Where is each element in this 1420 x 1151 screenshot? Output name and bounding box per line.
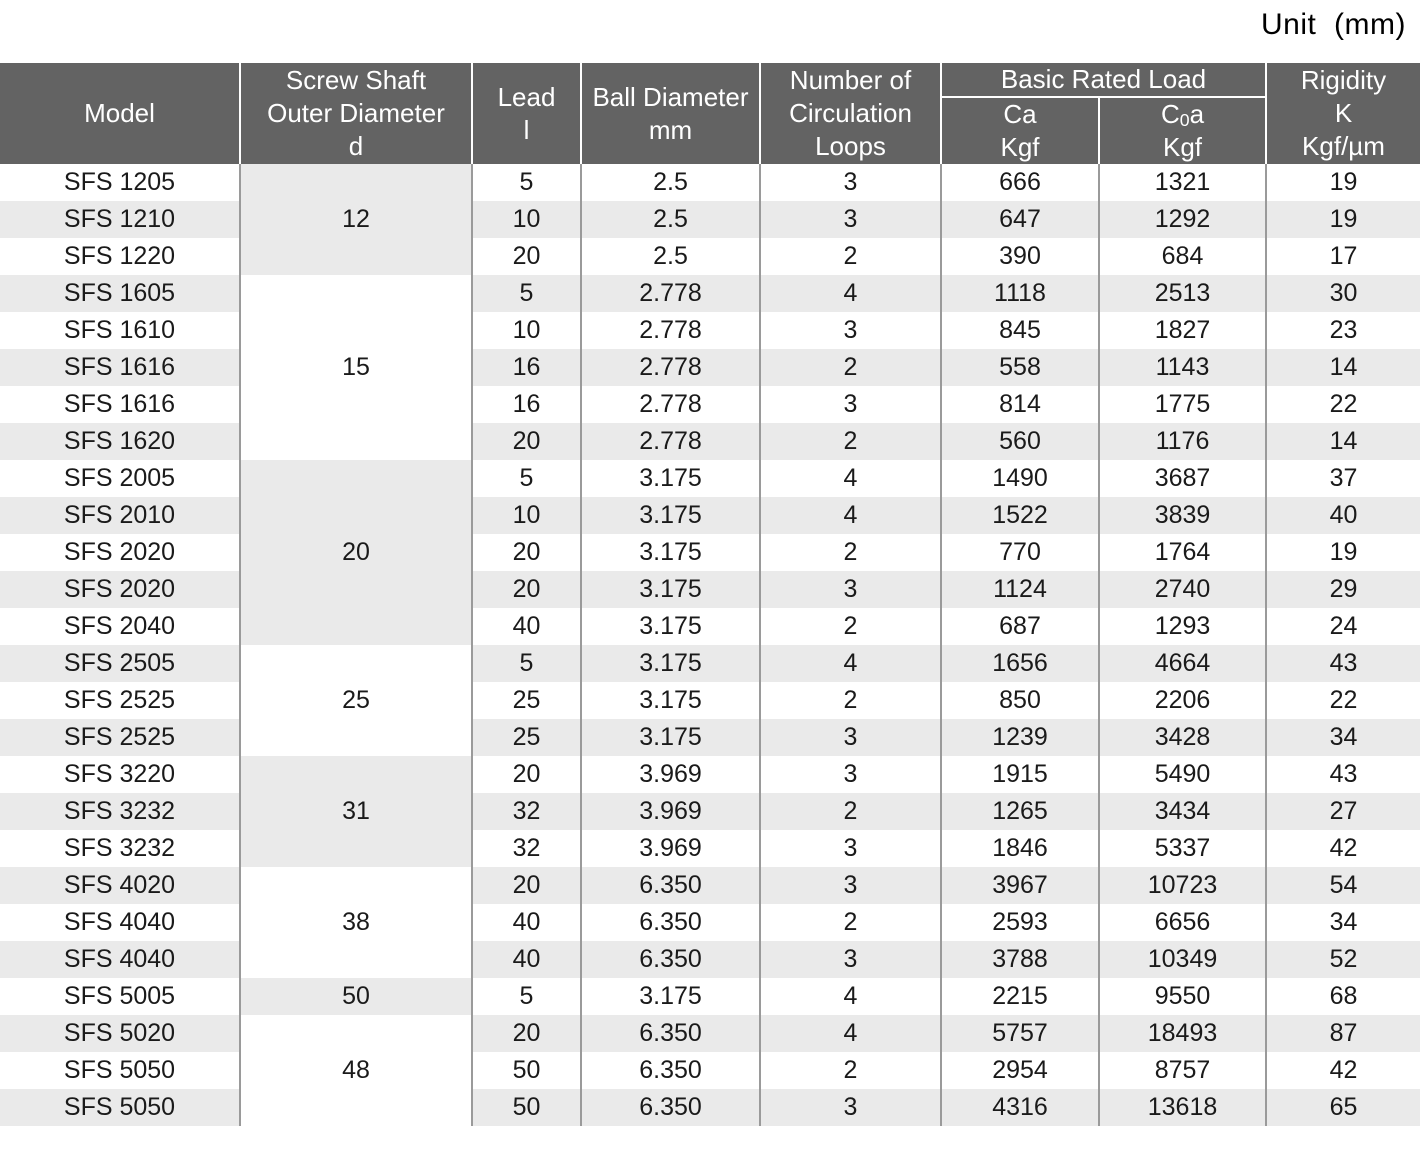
cell-ball-diameter: 3.969 — [581, 830, 760, 867]
cell-ca: 845 — [941, 312, 1099, 349]
cell-ca: 850 — [941, 682, 1099, 719]
table-row — [0, 682, 1420, 719]
cell-model: SFS 1220 — [0, 238, 240, 275]
cell-model: SFS 3232 — [0, 830, 240, 867]
cell-c0a: 3428 — [1099, 719, 1266, 756]
cell-model: SFS 4040 — [0, 904, 240, 941]
header-ca-unit: Kgf — [1000, 132, 1040, 163]
cell-ball-diameter: 2.778 — [581, 423, 760, 460]
cell-c0a: 3434 — [1099, 793, 1266, 830]
cell-ca: 2593 — [941, 904, 1099, 941]
cell-lead: 10 — [472, 201, 581, 238]
cell-rigidity: 14 — [1266, 423, 1420, 460]
header-model: Model — [0, 63, 240, 164]
cell-rigidity: 29 — [1266, 571, 1420, 608]
cell-model: SFS 2020 — [0, 571, 240, 608]
header-basic-rated-load: Basic Rated Load — [941, 63, 1266, 97]
cell-lead: 5 — [472, 978, 581, 1015]
table-row — [0, 349, 1420, 386]
header-c0a-main: C — [1160, 99, 1180, 130]
cell-ca: 1118 — [941, 275, 1099, 312]
cell-lead: 20 — [472, 571, 581, 608]
cell-rigidity: 54 — [1266, 867, 1420, 904]
cell-circulation-loops: 3 — [760, 756, 941, 793]
cell-ca: 1846 — [941, 830, 1099, 867]
header-loops-line1: Number of — [789, 65, 912, 95]
header-ca-main: C — [1003, 99, 1023, 130]
cell-ca: 1490 — [941, 460, 1099, 497]
cell-ca: 558 — [941, 349, 1099, 386]
table-row — [0, 978, 1420, 1015]
cell-circulation-loops: 3 — [760, 719, 941, 756]
cell-ca: 647 — [941, 201, 1099, 238]
cell-lead: 50 — [472, 1089, 581, 1126]
table-row — [0, 497, 1420, 534]
cell-ball-diameter: 3.175 — [581, 978, 760, 1015]
table-row — [0, 386, 1420, 423]
cell-ca: 5757 — [941, 1015, 1099, 1052]
table-row — [0, 904, 1420, 941]
cell-rigidity: 40 — [1266, 497, 1420, 534]
header-ca-symbol — [942, 98, 1098, 131]
cell-model: SFS 3232 — [0, 793, 240, 830]
cell-c0a: 18493 — [1099, 1015, 1266, 1052]
cell-model: SFS 4040 — [0, 941, 240, 978]
table-row — [0, 238, 1420, 275]
cell-rigidity: 87 — [1266, 1015, 1420, 1052]
cell-screw-shaft-outer-diameter: 31 — [240, 756, 472, 867]
cell-ball-diameter: 2.778 — [581, 275, 760, 312]
cell-ca: 770 — [941, 534, 1099, 571]
cell-rigidity: 27 — [1266, 793, 1420, 830]
cell-lead: 25 — [472, 682, 581, 719]
cell-circulation-loops: 3 — [760, 164, 941, 201]
cell-lead: 25 — [472, 719, 581, 756]
cell-rigidity: 42 — [1266, 1052, 1420, 1089]
cell-c0a: 6656 — [1099, 904, 1266, 941]
header-rigidity — [1266, 63, 1420, 164]
cell-ca: 2954 — [941, 1052, 1099, 1089]
cell-circulation-loops: 2 — [760, 682, 941, 719]
cell-lead: 5 — [472, 275, 581, 312]
cell-c0a: 2740 — [1099, 571, 1266, 608]
cell-lead: 20 — [472, 238, 581, 275]
cell-model: SFS 2005 — [0, 460, 240, 497]
cell-rigidity: 23 — [1266, 312, 1420, 349]
cell-c0a: 1176 — [1099, 423, 1266, 460]
header-lead-line2: l — [523, 114, 530, 145]
header-c0a — [1099, 97, 1266, 164]
cell-circulation-loops: 3 — [760, 1089, 941, 1126]
table-row — [0, 534, 1420, 571]
header-screw-shaft-line1: Screw Shaft — [285, 65, 427, 95]
header-lead — [472, 63, 581, 164]
header-lead-line1: Lead — [497, 81, 556, 112]
cell-ball-diameter: 3.175 — [581, 571, 760, 608]
header-rigidity-line2: K — [1334, 98, 1353, 129]
cell-model: SFS 2020 — [0, 534, 240, 571]
table-header — [0, 63, 1420, 164]
cell-model: SFS 1210 — [0, 201, 240, 238]
header-ball-diameter-line1: Ball Diameter — [592, 81, 749, 112]
cell-ball-diameter: 2.778 — [581, 349, 760, 386]
cell-lead: 50 — [472, 1052, 581, 1089]
cell-c0a: 1775 — [1099, 386, 1266, 423]
cell-rigidity: 42 — [1266, 830, 1420, 867]
cell-lead: 20 — [472, 423, 581, 460]
table-row — [0, 164, 1420, 201]
cell-rigidity: 22 — [1266, 682, 1420, 719]
cell-lead: 40 — [472, 608, 581, 645]
cell-model: SFS 2525 — [0, 682, 240, 719]
cell-rigidity: 14 — [1266, 349, 1420, 386]
header-c0a-subscript: 0 — [1179, 110, 1190, 131]
cell-ball-diameter: 3.175 — [581, 719, 760, 756]
cell-circulation-loops: 4 — [760, 497, 941, 534]
cell-rigidity: 34 — [1266, 719, 1420, 756]
header-ball-diameter — [581, 63, 760, 164]
cell-ca: 4316 — [941, 1089, 1099, 1126]
unit-caption: Unit (mm) — [1261, 8, 1406, 41]
cell-circulation-loops: 2 — [760, 423, 941, 460]
table-row — [0, 201, 1420, 238]
cell-c0a: 684 — [1099, 238, 1266, 275]
cell-ca: 390 — [941, 238, 1099, 275]
table-row — [0, 423, 1420, 460]
header-rigidity-line3: Kgf/µm — [1302, 131, 1385, 162]
cell-ca: 3967 — [941, 867, 1099, 904]
table-row — [0, 608, 1420, 645]
cell-model: SFS 1616 — [0, 349, 240, 386]
cell-circulation-loops: 4 — [760, 978, 941, 1015]
header-loops-line3: Loops — [815, 131, 886, 162]
header-ball-diameter-line2: mm — [648, 114, 693, 145]
cell-ball-diameter: 3.969 — [581, 793, 760, 830]
header-c0a-tail: a — [1189, 99, 1205, 130]
cell-ball-diameter: 6.350 — [581, 1089, 760, 1126]
table-row — [0, 756, 1420, 793]
cell-model: SFS 4020 — [0, 867, 240, 904]
cell-c0a: 1827 — [1099, 312, 1266, 349]
cell-screw-shaft-outer-diameter: 15 — [240, 275, 472, 460]
cell-ball-diameter: 3.175 — [581, 497, 760, 534]
cell-ball-diameter: 3.175 — [581, 534, 760, 571]
header-ca — [941, 97, 1099, 164]
cell-circulation-loops: 2 — [760, 608, 941, 645]
cell-ball-diameter: 6.350 — [581, 941, 760, 978]
cell-c0a: 5337 — [1099, 830, 1266, 867]
cell-rigidity: 52 — [1266, 941, 1420, 978]
cell-lead: 5 — [472, 164, 581, 201]
cell-screw-shaft-outer-diameter: 48 — [240, 1015, 472, 1126]
cell-model: SFS 5005 — [0, 978, 240, 1015]
cell-model: SFS 1205 — [0, 164, 240, 201]
cell-lead: 5 — [472, 645, 581, 682]
cell-c0a: 2206 — [1099, 682, 1266, 719]
cell-lead: 20 — [472, 867, 581, 904]
cell-circulation-loops: 3 — [760, 830, 941, 867]
cell-c0a: 1292 — [1099, 201, 1266, 238]
cell-c0a: 1293 — [1099, 608, 1266, 645]
cell-ball-diameter: 3.175 — [581, 460, 760, 497]
header-c0a-symbol — [1100, 98, 1265, 131]
cell-rigidity: 65 — [1266, 1089, 1420, 1126]
table-body — [0, 164, 1420, 1126]
cell-ball-diameter: 3.969 — [581, 756, 760, 793]
table-row — [0, 1089, 1420, 1126]
cell-ball-diameter: 2.778 — [581, 312, 760, 349]
cell-circulation-loops: 4 — [760, 275, 941, 312]
cell-model: SFS 1616 — [0, 386, 240, 423]
cell-lead: 20 — [472, 756, 581, 793]
cell-ca: 1915 — [941, 756, 1099, 793]
cell-c0a: 4664 — [1099, 645, 1266, 682]
cell-c0a: 2513 — [1099, 275, 1266, 312]
cell-c0a: 10723 — [1099, 867, 1266, 904]
cell-screw-shaft-outer-diameter: 50 — [240, 978, 472, 1015]
cell-model: SFS 1610 — [0, 312, 240, 349]
cell-c0a: 10349 — [1099, 941, 1266, 978]
cell-lead: 20 — [472, 534, 581, 571]
cell-model: SFS 2505 — [0, 645, 240, 682]
header-screw-shaft-line2: Outer Diameter — [267, 98, 445, 129]
cell-ball-diameter: 2.5 — [581, 238, 760, 275]
cell-model: SFS 5020 — [0, 1015, 240, 1052]
cell-screw-shaft-outer-diameter: 12 — [240, 164, 472, 275]
cell-ca: 1522 — [941, 497, 1099, 534]
cell-ball-diameter: 2.778 — [581, 386, 760, 423]
cell-circulation-loops: 4 — [760, 1015, 941, 1052]
cell-model: SFS 2040 — [0, 608, 240, 645]
cell-lead: 5 — [472, 460, 581, 497]
cell-screw-shaft-outer-diameter: 20 — [240, 460, 472, 645]
cell-circulation-loops: 3 — [760, 201, 941, 238]
cell-rigidity: 34 — [1266, 904, 1420, 941]
cell-rigidity: 19 — [1266, 534, 1420, 571]
cell-lead: 10 — [472, 312, 581, 349]
cell-ball-diameter: 6.350 — [581, 1052, 760, 1089]
cell-ball-diameter: 3.175 — [581, 645, 760, 682]
cell-lead: 40 — [472, 941, 581, 978]
cell-rigidity: 19 — [1266, 201, 1420, 238]
cell-ball-diameter: 3.175 — [581, 682, 760, 719]
cell-rigidity: 17 — [1266, 238, 1420, 275]
cell-model: SFS 5050 — [0, 1089, 240, 1126]
cell-rigidity: 22 — [1266, 386, 1420, 423]
cell-model: SFS 1605 — [0, 275, 240, 312]
cell-circulation-loops: 2 — [760, 534, 941, 571]
cell-c0a: 1143 — [1099, 349, 1266, 386]
cell-c0a: 1321 — [1099, 164, 1266, 201]
cell-model: SFS 2525 — [0, 719, 240, 756]
cell-ca: 1124 — [941, 571, 1099, 608]
table-row — [0, 867, 1420, 904]
cell-model: SFS 3220 — [0, 756, 240, 793]
cell-lead: 20 — [472, 1015, 581, 1052]
cell-circulation-loops: 4 — [760, 645, 941, 682]
table-row — [0, 1052, 1420, 1089]
cell-lead: 16 — [472, 386, 581, 423]
cell-circulation-loops: 3 — [760, 312, 941, 349]
cell-ball-diameter: 2.5 — [581, 164, 760, 201]
cell-model: SFS 1620 — [0, 423, 240, 460]
cell-ball-diameter: 6.350 — [581, 904, 760, 941]
cell-circulation-loops: 2 — [760, 238, 941, 275]
cell-rigidity: 24 — [1266, 608, 1420, 645]
header-ca-tail: a — [1022, 99, 1037, 130]
table-row — [0, 941, 1420, 978]
cell-ca: 3788 — [941, 941, 1099, 978]
cell-lead: 32 — [472, 793, 581, 830]
cell-rigidity: 19 — [1266, 164, 1420, 201]
cell-circulation-loops: 2 — [760, 349, 941, 386]
table-row — [0, 719, 1420, 756]
header-row-primary — [0, 63, 1420, 97]
cell-model: SFS 2010 — [0, 497, 240, 534]
cell-screw-shaft-outer-diameter: 38 — [240, 867, 472, 978]
cell-ca: 560 — [941, 423, 1099, 460]
header-rigidity-line1: Rigidity — [1300, 65, 1387, 95]
cell-ball-diameter: 6.350 — [581, 867, 760, 904]
cell-circulation-loops: 3 — [760, 941, 941, 978]
cell-c0a: 13618 — [1099, 1089, 1266, 1126]
cell-rigidity: 37 — [1266, 460, 1420, 497]
cell-ca: 1265 — [941, 793, 1099, 830]
header-circulation-loops — [760, 63, 941, 164]
cell-c0a: 3687 — [1099, 460, 1266, 497]
cell-rigidity: 68 — [1266, 978, 1420, 1015]
cell-circulation-loops: 3 — [760, 867, 941, 904]
cell-rigidity: 30 — [1266, 275, 1420, 312]
cell-circulation-loops: 2 — [760, 793, 941, 830]
cell-ca: 814 — [941, 386, 1099, 423]
cell-lead: 40 — [472, 904, 581, 941]
cell-ball-diameter: 6.350 — [581, 1015, 760, 1052]
cell-circulation-loops: 3 — [760, 571, 941, 608]
cell-circulation-loops: 4 — [760, 460, 941, 497]
ballscrew-specification-table — [0, 63, 1420, 1126]
cell-circulation-loops: 2 — [760, 1052, 941, 1089]
cell-lead: 10 — [472, 497, 581, 534]
cell-ca: 2215 — [941, 978, 1099, 1015]
table-row — [0, 793, 1420, 830]
table-row — [0, 275, 1420, 312]
cell-ca: 1656 — [941, 645, 1099, 682]
cell-c0a: 1764 — [1099, 534, 1266, 571]
table-row — [0, 1015, 1420, 1052]
table-row — [0, 312, 1420, 349]
cell-lead: 32 — [472, 830, 581, 867]
cell-ca: 687 — [941, 608, 1099, 645]
cell-model: SFS 5050 — [0, 1052, 240, 1089]
header-loops-line2: Circulation — [789, 98, 912, 129]
cell-lead: 16 — [472, 349, 581, 386]
cell-c0a: 9550 — [1099, 978, 1266, 1015]
table-row — [0, 571, 1420, 608]
cell-rigidity: 43 — [1266, 645, 1420, 682]
header-screw-shaft-line3: d — [348, 131, 364, 162]
cell-circulation-loops: 3 — [760, 386, 941, 423]
table-row — [0, 460, 1420, 497]
cell-c0a: 3839 — [1099, 497, 1266, 534]
cell-ca: 666 — [941, 164, 1099, 201]
cell-c0a: 8757 — [1099, 1052, 1266, 1089]
cell-circulation-loops: 2 — [760, 904, 941, 941]
cell-rigidity: 43 — [1266, 756, 1420, 793]
cell-ca: 1239 — [941, 719, 1099, 756]
table-row — [0, 645, 1420, 682]
cell-ball-diameter: 3.175 — [581, 608, 760, 645]
header-screw-shaft-outer-diameter — [240, 63, 472, 164]
cell-ball-diameter: 2.5 — [581, 201, 760, 238]
header-c0a-unit: Kgf — [1162, 132, 1203, 163]
table-row — [0, 830, 1420, 867]
cell-screw-shaft-outer-diameter: 25 — [240, 645, 472, 756]
cell-c0a: 5490 — [1099, 756, 1266, 793]
